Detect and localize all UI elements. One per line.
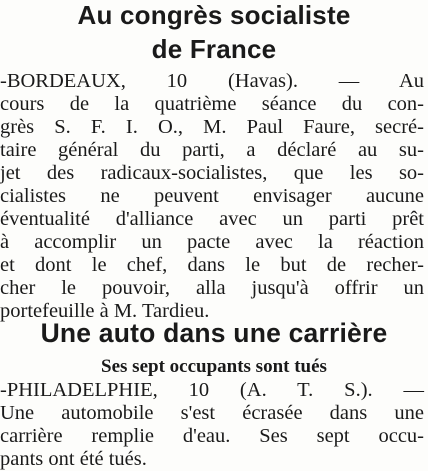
article1-body-line: taire général du parti, a déclaré au su- (0, 139, 424, 161)
article1-body-line: et dont le chef, dans le but de recher- (0, 254, 424, 276)
article2-body-line: Une automobile s'est écrasée dans une (0, 402, 424, 424)
article2-body-line: -PHILADELPHIE, 10 (A. T. S.). — (0, 379, 424, 401)
article2-headline: Une auto dans une carrière (40, 318, 388, 348)
article1-headline-line1: Au congrès socialiste (77, 0, 351, 30)
article2-body-line: carrière remplie d'eau. Ses sept occu- (0, 425, 424, 447)
article1-body-line: -BORDEAUX, 10 (Havas). — Au (0, 70, 424, 92)
article1-body-line: cher le pouvoir, alla jusqu'à offrir un (0, 277, 424, 299)
article1-headline-line2: de France (151, 34, 277, 64)
article1-body-line: cours de la quatrième séance du con- (0, 93, 424, 115)
article2-subheadline: Ses sept occupants sont tués (101, 356, 327, 377)
article1-body-line: portefeuille à M. Tardieu. (0, 300, 210, 322)
article2-body-line: pants ont été tués. (0, 448, 147, 470)
article1-body-line: éventualité d'alliance avec un parti prêt (0, 208, 424, 230)
article1-body-line: cialistes ne peuvent envisager aucune (0, 185, 424, 207)
article1-body-line: à accomplir un pacte avec la réaction (0, 231, 424, 253)
article1-body-line: jet des radicaux-socialistes, que les so- (0, 162, 424, 184)
article1-body-line: grès S. F. I. O., M. Paul Faure, secré- (0, 116, 424, 138)
